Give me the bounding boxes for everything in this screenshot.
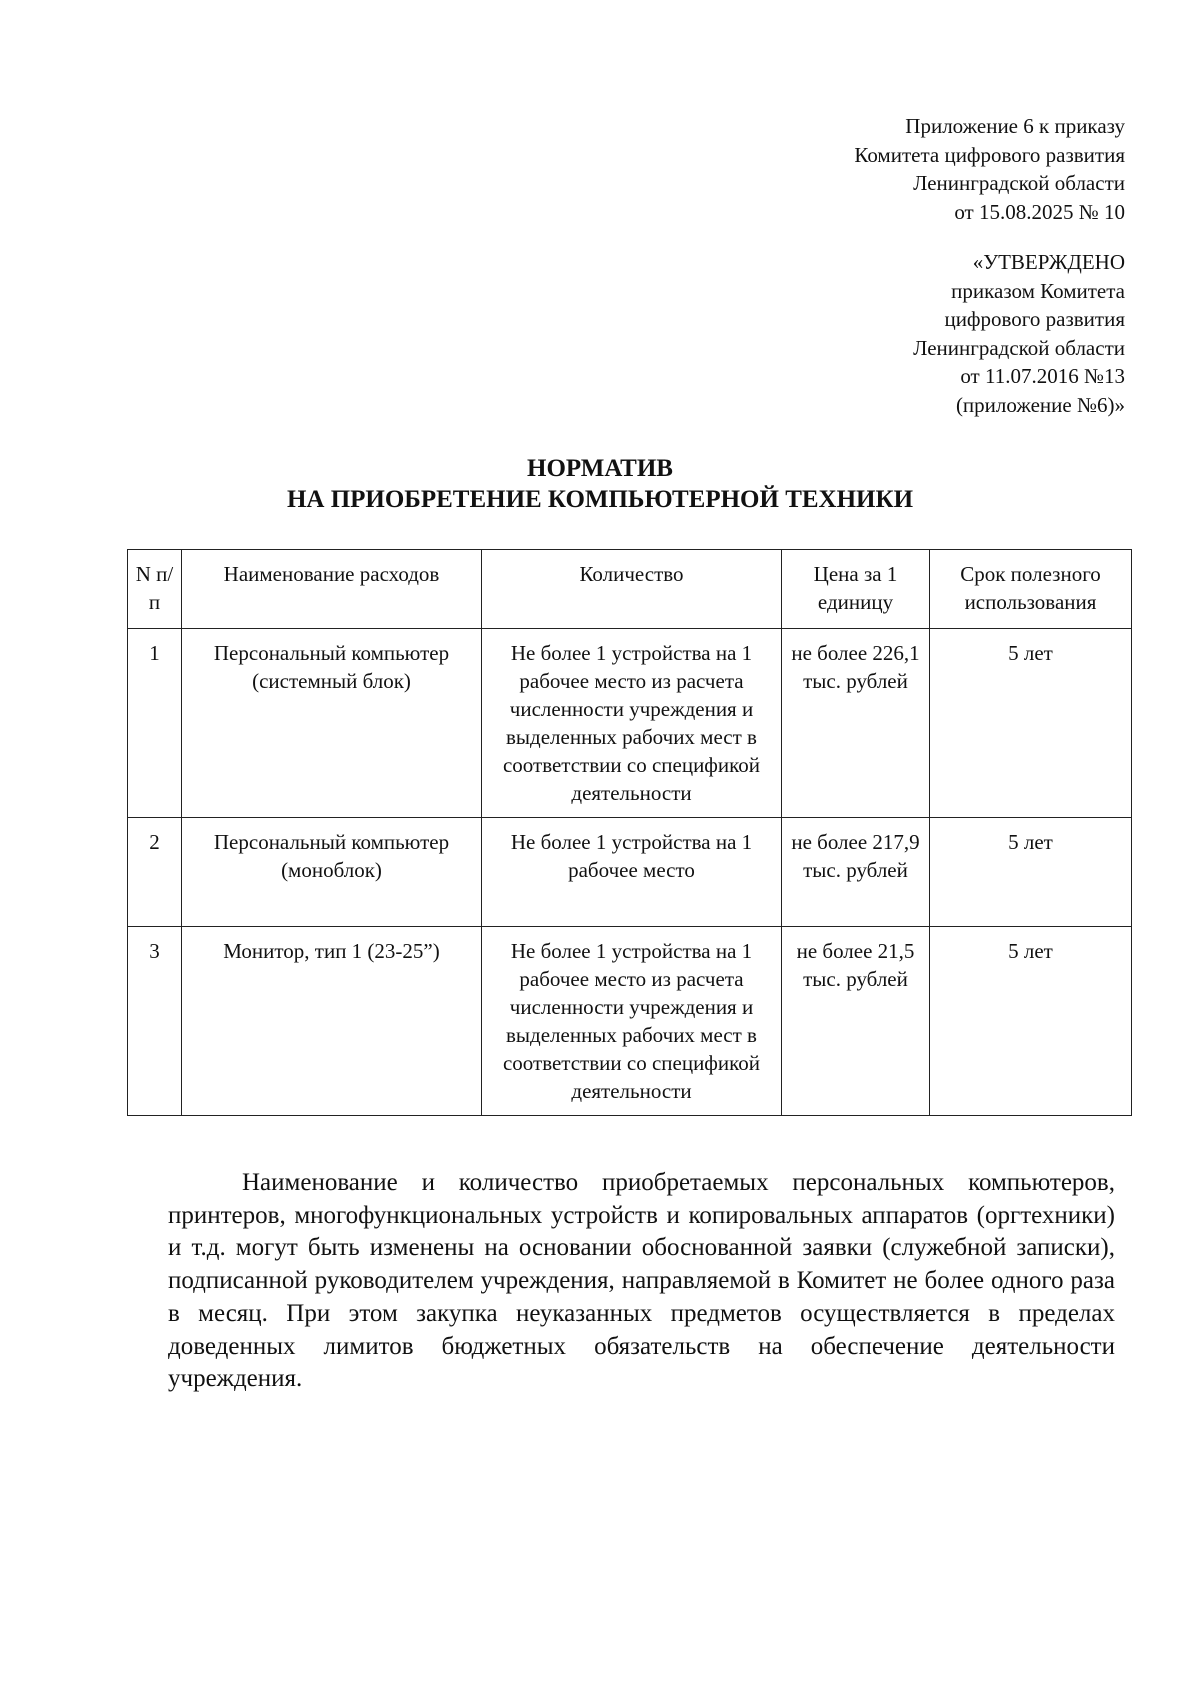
annex-note-line: Комитета цифрового развития (854, 142, 1125, 167)
header-expense-name: Наименование расходов (182, 550, 482, 629)
approved-note-line: «УТВЕРЖДЕНО (972, 250, 1125, 274)
approved-note-line: от 11.07.2016 №13 (960, 364, 1125, 388)
header-unit-price: Цена за 1 единицу (782, 550, 930, 629)
table-header-row (128, 550, 1132, 629)
annex-note-line: Ленинградской области (913, 171, 1125, 195)
cell-quantity: Не более 1 устройства на 1 рабочее место из расчета численности учреждения и выделенных рабочих мест в соответствии со спецификой деятельности (482, 927, 782, 1116)
cell-number: 1 (128, 629, 182, 818)
approved-note (913, 248, 1125, 419)
table-row (128, 629, 1132, 818)
header-quantity: Количество (482, 550, 782, 629)
cell-number: 3 (128, 927, 182, 1116)
cell-useful-life: 5 лет (930, 629, 1132, 818)
title-line: НА ПРИОБРЕТЕНИЕ КОМПЬЮТЕРНОЙ ТЕХНИКИ (286, 486, 914, 513)
cell-expense-name: Монитор, тип 1 (23-25”) (182, 927, 482, 1116)
document-title (0, 453, 1200, 515)
table-row (128, 927, 1132, 1116)
norm-table (127, 549, 1132, 1116)
title-line: НОРМАТИВ (527, 455, 673, 482)
cell-expense-name: Персональный компьютер (системный блок) (182, 629, 482, 818)
body-paragraph: Наименование и количество приобретаемых персональных компьютеров, принтеров, многофункциональных устройств и копировальных аппаратов (оргтехники) и т.д. могут быть изменены на основании обоснованной заявки (служебной записки), подписанной руководителем учреждения, направляемой в Комитет не более одного раза в месяц. При этом закупка неуказанных предметов осуществляется в пределах доведенных лимитов бюджетных обязательств на обеспечение деятельности учреждения. (168, 1169, 1115, 1393)
header-useful-life: Срок полезного использования (930, 550, 1132, 629)
cell-useful-life: 5 лет (930, 818, 1132, 927)
approved-note-line: (приложение №6)» (955, 392, 1125, 417)
annex-note (854, 112, 1125, 226)
approved-note-line: цифрового развития (944, 307, 1125, 331)
cell-quantity: Не более 1 устройства на 1 рабочее место (482, 818, 782, 927)
cell-useful-life: 5 лет (930, 927, 1132, 1116)
cell-quantity: Не более 1 устройства на 1 рабочее место из расчета численности учреждения и выделенных рабочих мест в соответствии со спецификой деятельности (482, 629, 782, 818)
header-number: N п/п (128, 550, 182, 629)
annex-note-line: Приложение 6 к приказу (905, 114, 1125, 138)
approved-note-line: Ленинградской области (913, 335, 1125, 360)
approved-note-line: приказом Комитета (951, 278, 1125, 303)
cell-number: 2 (128, 818, 182, 927)
annex-note-line: от 15.08.2025 № 10 (954, 199, 1125, 224)
table-row (128, 818, 1132, 927)
cell-unit-price: не более 21,5 тыс. рублей (782, 927, 930, 1116)
cell-unit-price: не более 226,1 тыс. рублей (782, 629, 930, 818)
cell-expense-name: Персональный компьютер (моноблок) (182, 818, 482, 927)
cell-unit-price: не более 217,9 тыс. рублей (782, 818, 930, 927)
